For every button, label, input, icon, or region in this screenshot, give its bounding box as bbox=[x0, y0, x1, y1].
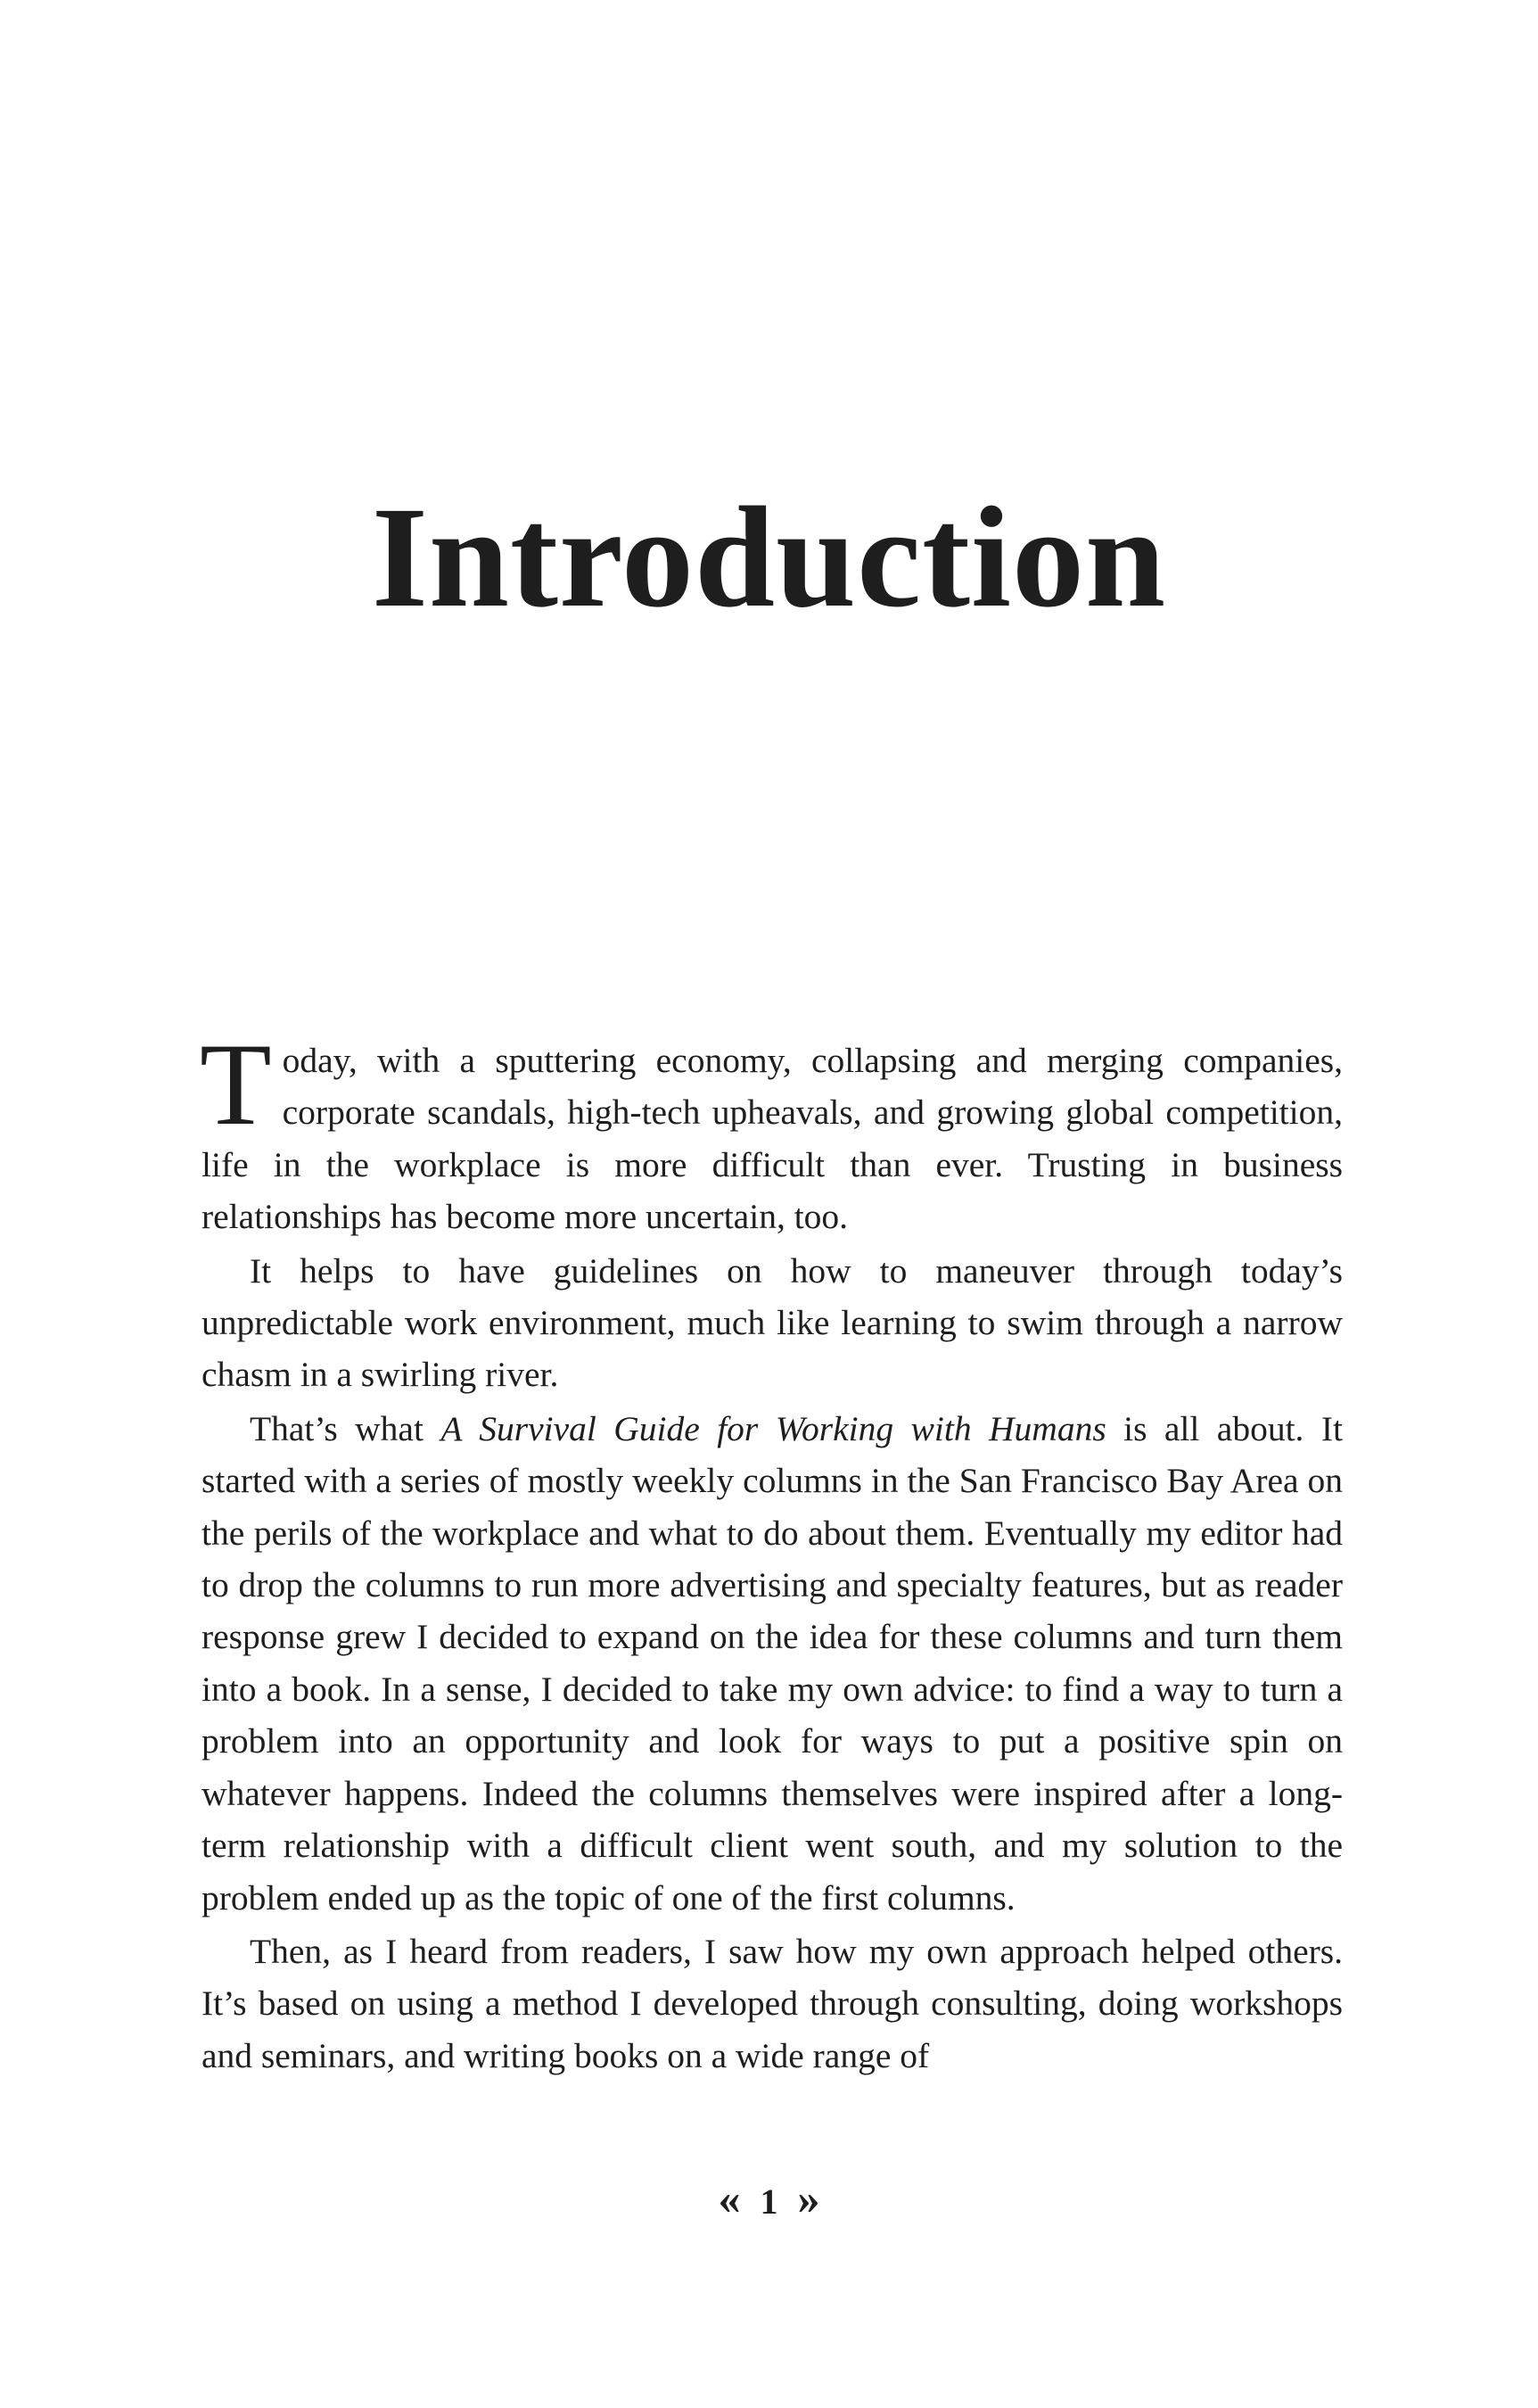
paragraph-4: Then, as I heard from readers, I saw how my own approach helped others. It’s based on using a method I developed through consulting, doing workshops and seminars, and writing books on a wide range of bbox=[202, 1931, 1343, 2075]
book-title: A Survival Guide for Working with Humans bbox=[440, 1408, 1106, 1448]
drop-cap: T bbox=[200, 1018, 272, 1150]
body-text bbox=[200, 1018, 1343, 2082]
paragraph-3 bbox=[202, 1403, 1343, 1924]
chapter-title: Introduction bbox=[371, 478, 1167, 638]
paragraph-3-rest: is all about. It started with a series of mostly weekly columns in the San Francisco Bay Area on the perils of the workplace and what to do about them. Eventually my editor had to drop the columns to run more advertising and specialty features, but as reader response grew I decided to expand on the idea for these columns and turn them into a book. In a sense, I decided to take my own advice: to find a way to turn a problem into an opportunity and look for ways to put a positive spin on whatever happens. Indeed the columns themselves were inspired after a long-term relationship with a difficult client went south, and my solution to the problem ended up as the topic of one of the first columns. bbox=[202, 1408, 1343, 1917]
page-footer bbox=[0, 2173, 1538, 2223]
paragraph-3-lead: That’s what bbox=[250, 1408, 441, 1448]
paragraph-1 bbox=[200, 1018, 1343, 1243]
paragraph-2: It helps to have guidelines on how to maneuver through today’s unpredictable work environment, much like learning to swim through a narrow chasm in a swirling river. bbox=[202, 1250, 1343, 1395]
paragraph-1-text: oday, with a sputtering economy, collapsing and merging companies, corporate scandals, high-tech upheavals, and growing global competition, life in the workplace is more difficult than ever. Trusting in business relationships has become more uncertain, too. bbox=[202, 1041, 1343, 1237]
right-guillemet-icon: » bbox=[797, 2173, 820, 2223]
page-number: 1 bbox=[760, 2181, 778, 2222]
left-guillemet-icon: « bbox=[718, 2173, 741, 2223]
